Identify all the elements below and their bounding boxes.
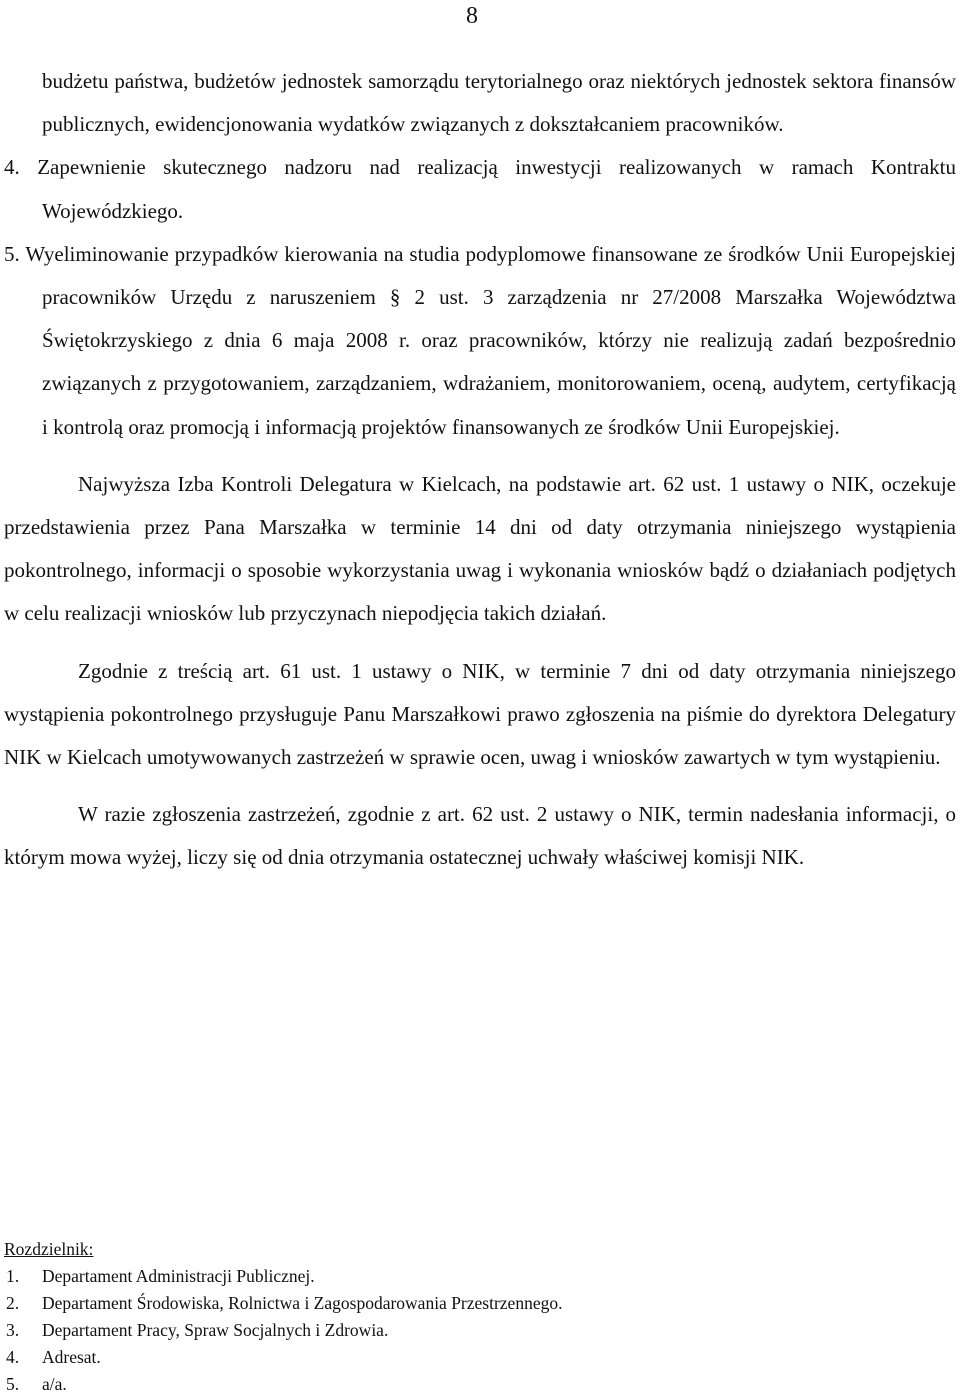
distribution-entry-number: 1. bbox=[6, 1266, 20, 1286]
page-number: 8 bbox=[466, 3, 478, 29]
paragraph-objection-right: Zgodnie z treścią art. 61 ust. 1 ustawy o NIK, w terminie 7 dni od daty otrzymania niniejszego wystąpienia pokontrolnego przysługuje Panu Marszałkowi prawo zgłoszenia na piśmie do dyrektora Delegatury NIK w Kielcach umotywowanych zastrzeżeń w sprawie ocen, uwag i wniosków zawartych w tym wystąpieniu. bbox=[4, 658, 956, 770]
distribution-list bbox=[4, 1236, 562, 1398]
list-item-text: Wyeliminowanie przypadków kierowania na studia podyplomowe finansowane ze środków Unii Europejskiej pracowników Urzędu z naruszeniem § 2 ust. 3 zarządzenia nr 27/2008 Marszałka Województwa Świętokrzyskiego z dnia 6 maja 2008 r. oraz pracowników, którzy nie realizują zadań bezpośrednio związanych z przygotowaniem, zarządzaniem, wdrażaniem, monitorowaniem, oceną, audytem, certyfikacją i kontrolą oraz promocją i informacją projektów finansowanych ze środków Unii Europejskiej. bbox=[25, 241, 956, 439]
distribution-title: Rozdzielnik: bbox=[4, 1239, 94, 1259]
distribution-entry bbox=[4, 1371, 562, 1398]
distribution-entry-number: 2. bbox=[6, 1293, 20, 1313]
distribution-entry bbox=[4, 1344, 562, 1371]
distribution-entry-text: Adresat. bbox=[42, 1347, 101, 1367]
distribution-entry-text: Departament Pracy, Spraw Socjalnych i Zdrowia. bbox=[42, 1320, 389, 1340]
distribution-entry bbox=[4, 1317, 562, 1344]
distribution-entry bbox=[4, 1263, 562, 1290]
list-item-5 bbox=[4, 233, 956, 449]
paragraph-objection-deadline: W razie zgłoszenia zastrzeżeń, zgodnie z art. 62 ust. 2 ustawy o NIK, termin nadesłania informacji, o którym mowa wyżej, liczy się od dnia otrzymania ostatecznej uchwały właściwej komisji NIK. bbox=[4, 802, 956, 870]
distribution-entry-text: a/a. bbox=[42, 1374, 67, 1394]
list-item-number: 4. bbox=[4, 155, 20, 180]
distribution-entry-text: Departament Środowiska, Rolnictwa i Zagospodarowania Przestrzennego. bbox=[42, 1293, 563, 1313]
distribution-entry-text: Departament Administracji Publicznej. bbox=[42, 1266, 315, 1286]
list-item-text: Zapewnienie skutecznego nadzoru nad realizacją inwestycji realizowanych w ramach Kontraktu Wojewódzkiego. bbox=[37, 155, 957, 223]
distribution-entry bbox=[4, 1290, 562, 1317]
distribution-entries bbox=[4, 1263, 562, 1398]
paragraph-nik-expectation: Najwyższa Izba Kontroli Delegatura w Kielcach, na podstawie art. 62 ust. 1 ustawy o NIK, oczekuje przedstawienia przez Pana Marszałka w terminie 14 dni od daty otrzymania niniejszego wystąpienia pokontrolnego, informacji o sposobie wykorzystania uwag i wykonania wniosków bądź o działaniach podjętych w celu realizacji wniosków lub przyczynach niepodjęcia takich działań. bbox=[4, 471, 956, 626]
document-body bbox=[4, 60, 956, 880]
list-item-number: 5. bbox=[4, 241, 20, 266]
distribution-entry-number: 5. bbox=[6, 1374, 20, 1394]
list-item-4 bbox=[4, 146, 956, 232]
distribution-entry-number: 4. bbox=[6, 1347, 20, 1367]
distribution-entry-number: 3. bbox=[6, 1320, 20, 1340]
list-continuation: budżetu państwa, budżetów jednostek samorządu terytorialnego oraz niektórych jednostek sektora finansów publicznych, ewidencjonowania wydatków związanych z dokształcaniem pracowników. bbox=[42, 69, 956, 137]
